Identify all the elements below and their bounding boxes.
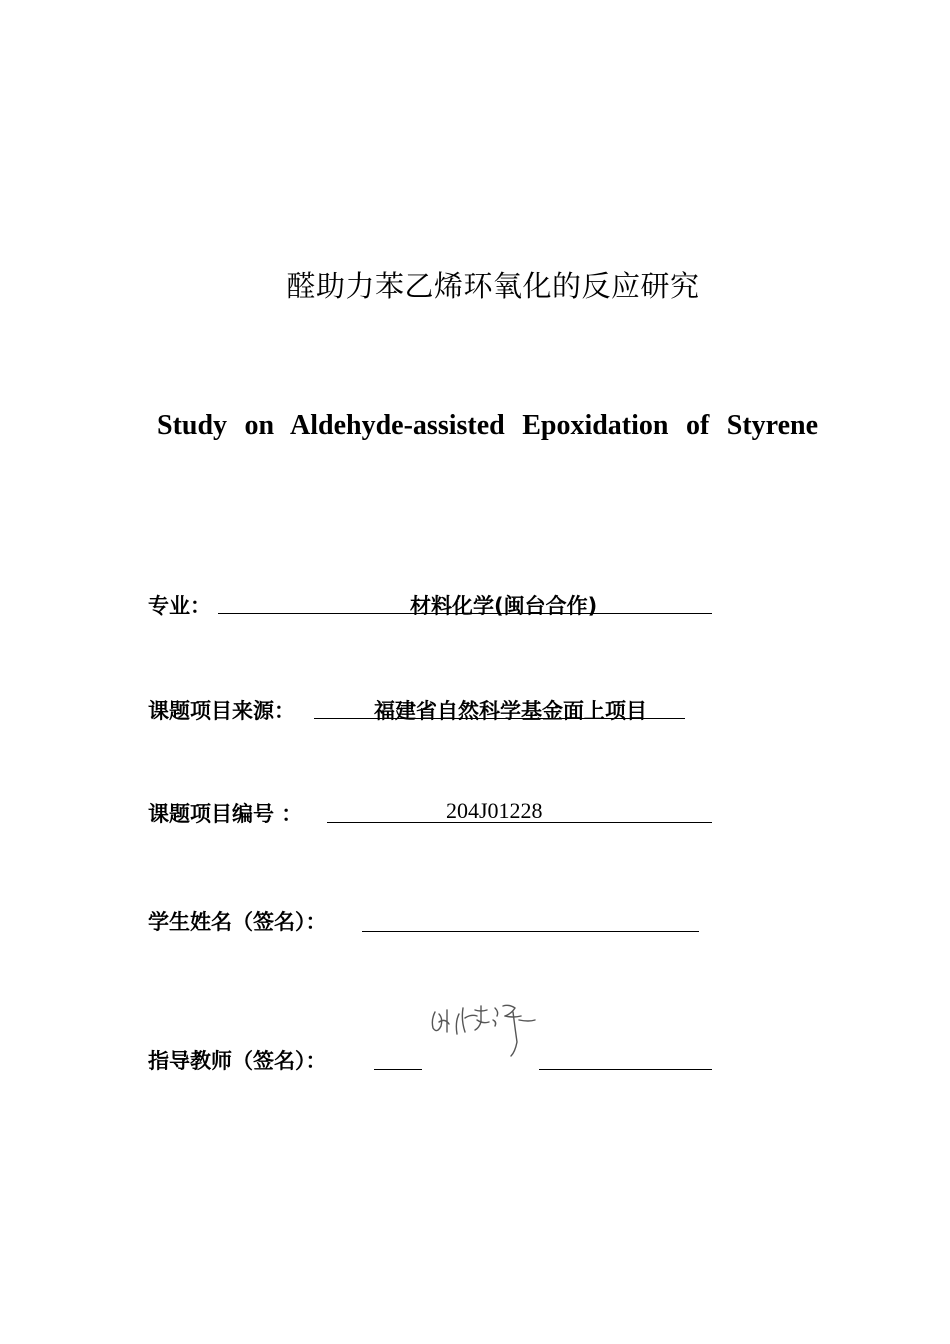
advisor-underline-right: [539, 1069, 712, 1070]
advisor-name-field: [148, 1045, 327, 1075]
project-source-field: [148, 695, 295, 725]
advisor-name-label: 指导教师（签名）：: [148, 1049, 327, 1073]
thesis-title-chinese: 醛助力苯乙烯环氧化的反应研究: [286, 269, 700, 303]
student-name-field: [148, 906, 327, 936]
major-label: 专业：: [148, 594, 211, 618]
project-number-field: [148, 798, 302, 828]
student-name-underline: [362, 931, 699, 932]
thesis-title-english: Study on Aldehyde-assisted Epoxidation of Styrene: [157, 410, 818, 441]
project-source-value: 福建省自然科学基金面上项目: [374, 699, 647, 723]
advisor-handwritten-signature: [425, 998, 540, 1064]
major-value: 材料化学(闽台合作): [410, 594, 598, 618]
major-field: [148, 590, 211, 620]
project-number-value: 204J01228: [446, 798, 543, 823]
project-number-label: 课题项目编号 ：: [148, 802, 303, 826]
advisor-underline-left: [374, 1069, 422, 1070]
student-name-label: 学生姓名（签名）：: [148, 910, 327, 934]
project-source-label: 课题项目来源：: [148, 699, 295, 723]
